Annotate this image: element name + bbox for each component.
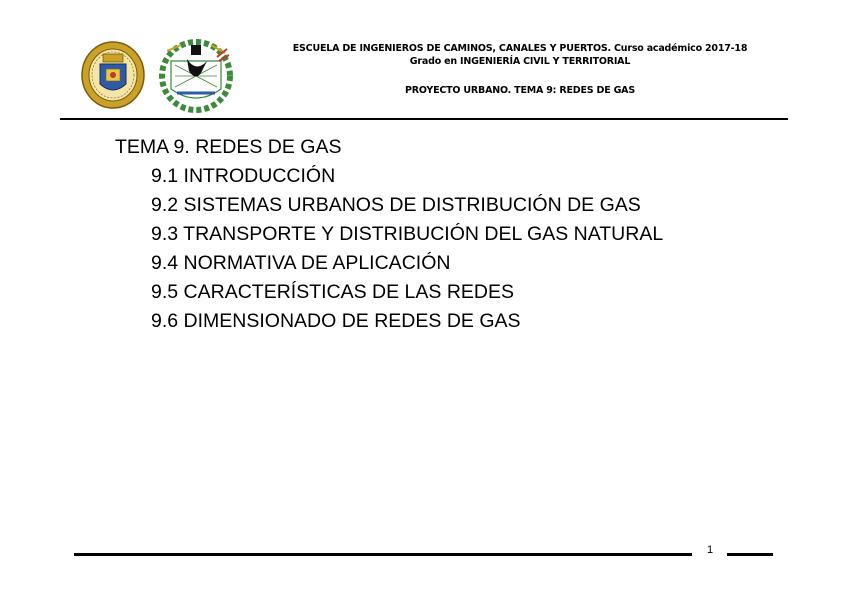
- topic-item-9-1: 9.1 INTRODUCCIÓN: [151, 165, 336, 187]
- topic-item-9-6: 9.6 DIMENSIONADO DE REDES DE GAS: [151, 310, 521, 332]
- upm-seal-logo: [80, 40, 146, 110]
- topic-title: TEMA 9. REDES DE GAS: [115, 136, 342, 158]
- topic-item-9-2: 9.2 SISTEMAS URBANOS DE DISTRIBUCIÓN DE GAS: [151, 194, 641, 216]
- caminos-school-logo: [157, 39, 235, 113]
- header-degree-line: Grado en INGENIERÍA CIVIL Y TERRITORIAL: [409, 56, 631, 67]
- topic-outline: [115, 133, 663, 336]
- footer-divider-right: [727, 553, 773, 556]
- topic-item-9-5: 9.5 CARACTERÍSTICAS DE LAS REDES: [151, 281, 515, 303]
- topic-item-9-3: 9.3 TRANSPORTE Y DISTRIBUCIÓN DEL GAS NATURAL: [151, 223, 664, 245]
- header-divider: [60, 118, 788, 120]
- page-number: 1: [706, 544, 714, 556]
- header-project-line: PROYECTO URBANO. TEMA 9: REDES DE GAS: [405, 85, 635, 96]
- footer-divider-left: [74, 553, 692, 556]
- header-school-line: ESCUELA DE INGENIEROS DE CAMINOS, CANALES Y PUERTOS. Curso académico 2017-18: [292, 43, 748, 54]
- topic-item-9-4: 9.4 NORMATIVA DE APLICACIÓN: [151, 252, 451, 274]
